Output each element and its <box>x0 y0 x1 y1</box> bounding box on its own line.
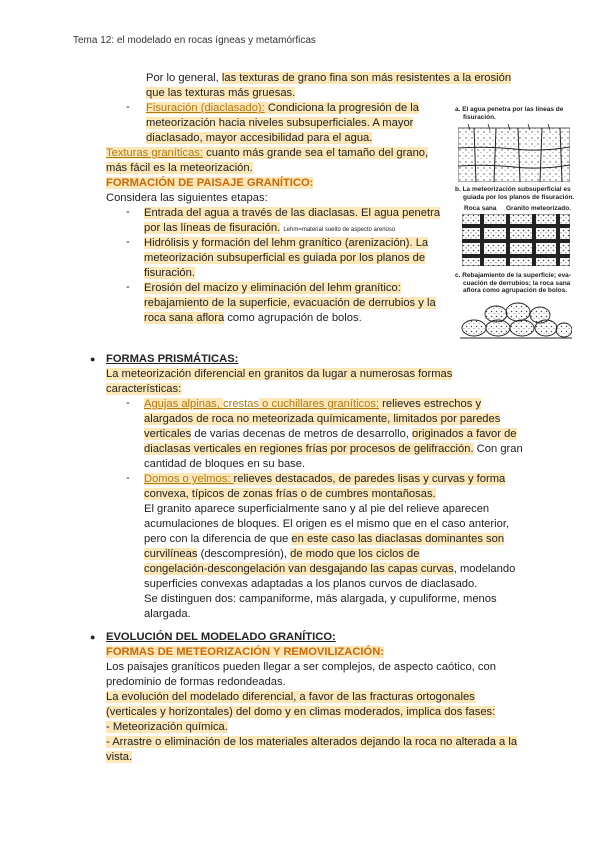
fis-line2 <box>146 116 413 132</box>
s2-text-2: meteorización subsuperficial es guiada por los planos de <box>144 252 426 264</box>
domos-line3: El granito aparece superficialmente sano y al pie del relieve aparecen <box>144 503 490 515</box>
domos-hl-6b: de modo que los ciclos de <box>290 548 420 560</box>
evol-hl-6: - Arrastre o eliminación de los materiales alterados dejando la roca no alterada a la <box>106 736 518 748</box>
s3-text-3: como agrupación de bolos. <box>224 312 362 324</box>
tex-text: cuanto más grande sea el tamaño del grano, <box>203 147 429 159</box>
evol-p4 <box>106 705 495 721</box>
fig-b-granito-label: Granito meteorizado. <box>506 205 572 212</box>
tex-label: Texturas graníticas: <box>106 147 203 159</box>
fig-b-roca-label: Roca sana <box>464 205 497 212</box>
tex-text-2: más fácil es la meteorización. <box>106 162 253 174</box>
fis-line3 <box>146 131 372 147</box>
evol-subheading <box>106 645 384 661</box>
formacion-heading-text: FORMACIÓN DE PAISAJE GRANÍTICO: <box>106 177 314 189</box>
p1-line2 <box>146 86 295 102</box>
fis-label: Fisuración (diaclasado): <box>146 102 265 114</box>
domos-text: relieves destacados, de paredes lisas y curvas y forma <box>233 473 506 485</box>
s2-text: Hidrólisis y formación del lehm granítico (arenización). La <box>144 237 429 249</box>
fig-b-caption <box>455 186 574 201</box>
evol-p6 <box>106 735 517 751</box>
evol-p5 <box>106 720 228 736</box>
prism-heading <box>106 352 238 368</box>
prism-intro2 <box>106 382 181 398</box>
domos-hl-7: congelación-descongelación van desgajando las capas curvas <box>144 563 454 575</box>
evol-p1: Los paisajes graníticos pueden llegar a ser complejos, de aspecto caótico, con <box>106 661 496 673</box>
domos-text-2: convexa, típicos de zonas frías o de cumbres montañosas. <box>144 488 436 500</box>
domos-line1 <box>144 472 505 488</box>
fig-c-caption-l2: cuación de derrubios; la roca sana <box>463 279 571 287</box>
agujas-hl-4: diaclasas verticales en regiones frías por procesos de gelifracción. <box>144 443 474 455</box>
agujas-hl-3b: originados a favor de <box>412 428 517 440</box>
dash-marker: - <box>126 206 130 218</box>
fig-a-diagram <box>458 124 570 182</box>
s3-highlight: roca sana aflora <box>144 312 225 324</box>
agujas-text-3: de varias decenas de metros de desarrollo, <box>191 428 413 440</box>
prism-intro1 <box>106 367 452 383</box>
s2-text-3: fisuración. <box>144 267 195 279</box>
fis-line1 <box>146 101 419 117</box>
prism-heading-text: FORMAS PRISMÁTICAS: <box>106 353 239 365</box>
domos-line2 <box>144 487 436 503</box>
domos-hl-5: en este caso las diaclasas dominantes son <box>291 533 505 545</box>
s1-line1 <box>144 206 440 222</box>
agujas-text-4: Con gran <box>473 443 523 455</box>
agujas-text: relieves estrechos y <box>379 398 482 410</box>
p1-line1 <box>146 71 511 87</box>
fig-a-caption <box>455 106 563 121</box>
agujas-line5: cantidad de bloques en su base. <box>144 458 306 470</box>
fig-b-caption-l1: b. La meteorización subsuperficial es <box>455 186 571 193</box>
fig-b-diagram <box>462 214 570 266</box>
bullet-dot: ● <box>90 632 96 642</box>
fig-b-caption-l2: guiada por los planos de fisuración. <box>463 193 575 201</box>
agujas-line2 <box>144 412 500 428</box>
domos-line5 <box>144 532 504 548</box>
domos-line9: Se distinguen dos: campaniforme, más alargada, y cupuliforme, menos <box>144 593 497 605</box>
fis-text: Condiciona la progresión de la <box>264 102 420 114</box>
fig-c-diagram <box>460 300 572 340</box>
agujas-text-2: alargados de roca no meteorizada químicamente, limitados por paredes <box>144 413 501 425</box>
evol-hl-5: - Meteorización química. <box>106 721 228 733</box>
evol-heading <box>106 630 336 646</box>
s3-line3 <box>144 311 362 327</box>
evol-hl-4: (verticales y horizontales) del domo y en climas moderados, implica dos fases: <box>106 706 496 718</box>
evol-hl-7: vista. <box>106 751 133 763</box>
s2-line2 <box>144 251 425 267</box>
p1-highlight: las texturas de grano fina son más resistentes a la erosión <box>221 72 512 84</box>
p1-text: Por lo general, <box>146 72 222 84</box>
dash-marker: - <box>126 397 130 409</box>
evol-p3 <box>106 690 475 706</box>
domos-hl-6: curvilíneas <box>144 548 198 560</box>
domos-line6 <box>144 547 420 563</box>
evol-p7 <box>106 750 132 766</box>
dash-marker: - <box>126 101 130 113</box>
s3-line1 <box>144 281 401 297</box>
agujas-line3 <box>144 427 517 443</box>
page-header: Tema 12: el modelado en rocas ígneas y metamórficas <box>73 35 316 46</box>
s1-text-2: por las líneas de fisuración. <box>144 222 281 234</box>
dash-marker: - <box>126 236 130 248</box>
fig-c-caption <box>455 272 571 295</box>
prism-intro-text-2: características: <box>106 383 182 395</box>
s3-text: Erosión del macizo y eliminación del lehm granítico: <box>144 282 401 294</box>
domos-line7 <box>144 562 515 578</box>
evol-p2: predominio de formas redondeadas. <box>106 676 286 688</box>
crestas-label: crestas <box>223 398 260 410</box>
p1-highlight-2: que las texturas más gruesas. <box>146 87 296 99</box>
evol-sub-text: FORMAS DE METEORIZACIÓN Y REMOVILIZACIÓN: <box>106 646 385 658</box>
bullet-dot: ● <box>90 354 96 364</box>
tex-line1 <box>106 146 428 162</box>
formacion-intro: Considera las siguientes etapas: <box>106 192 268 204</box>
tex-line2 <box>106 161 253 177</box>
agujas-line4 <box>144 442 523 458</box>
s3-line2 <box>144 296 436 312</box>
dash-marker: - <box>126 472 130 484</box>
fis-text-2: meteorización hacia niveles subsuperficiales. A mayor <box>146 117 414 129</box>
domos-line8: superficies convexas adaptadas a los planos curvos de diaclasado. <box>144 578 478 590</box>
domos-text-7: , modelando <box>453 563 516 575</box>
domos-line4: acumulaciones de bloques. El origen es el mismo que en el caso anterior, <box>144 518 510 530</box>
fig-c-caption-l1: c. Rebajamiento de la superficie; eva- <box>455 272 571 279</box>
s1-text: Entrada del agua a través de las diaclasas. El agua penetra <box>144 207 441 219</box>
s2-line1 <box>144 236 428 252</box>
domos-text-5: pero con la diferencia de que <box>144 533 292 545</box>
s2-line3 <box>144 266 195 282</box>
evol-hl-3: La evolución del modelado diferencial, a favor de las fracturas ortogonales <box>106 691 475 703</box>
s3-text-2: rebajamiento de la superficie, evacuación de derrubios y la <box>144 297 436 309</box>
fis-text-3: diaclasado, mayor accesibilidad para el agua. <box>146 132 373 144</box>
dash-marker: - <box>126 281 130 293</box>
fig-a-caption-l2: fisuración. <box>463 113 496 121</box>
agujas-line1 <box>144 397 481 413</box>
domos-text-6: (descompresión), <box>197 548 291 560</box>
fig-c-caption-l3: aflora como agrupación de bolos. <box>463 287 568 294</box>
cuchillares-label: o cuchillares graníticos: <box>259 398 380 410</box>
evol-heading-text: EVOLUCIÓN DEL MODELADO GRANÍTICO: <box>106 631 336 643</box>
agujas-label: Agujas alpinas, <box>144 398 223 410</box>
lehm-note: Lehm=material suelto de aspecto arenoso <box>283 227 396 233</box>
domos-label: Domos o yelmos: <box>144 473 234 485</box>
prism-intro-text: La meteorización diferencial en granitos da lugar a numerosas formas <box>106 368 453 380</box>
fig-a-caption-l1: a. El agua penetra por las líneas de <box>455 106 564 113</box>
agujas-hl-3: verticales <box>144 428 192 440</box>
domos-line10: alargada. <box>144 608 191 620</box>
formacion-heading <box>106 176 313 192</box>
